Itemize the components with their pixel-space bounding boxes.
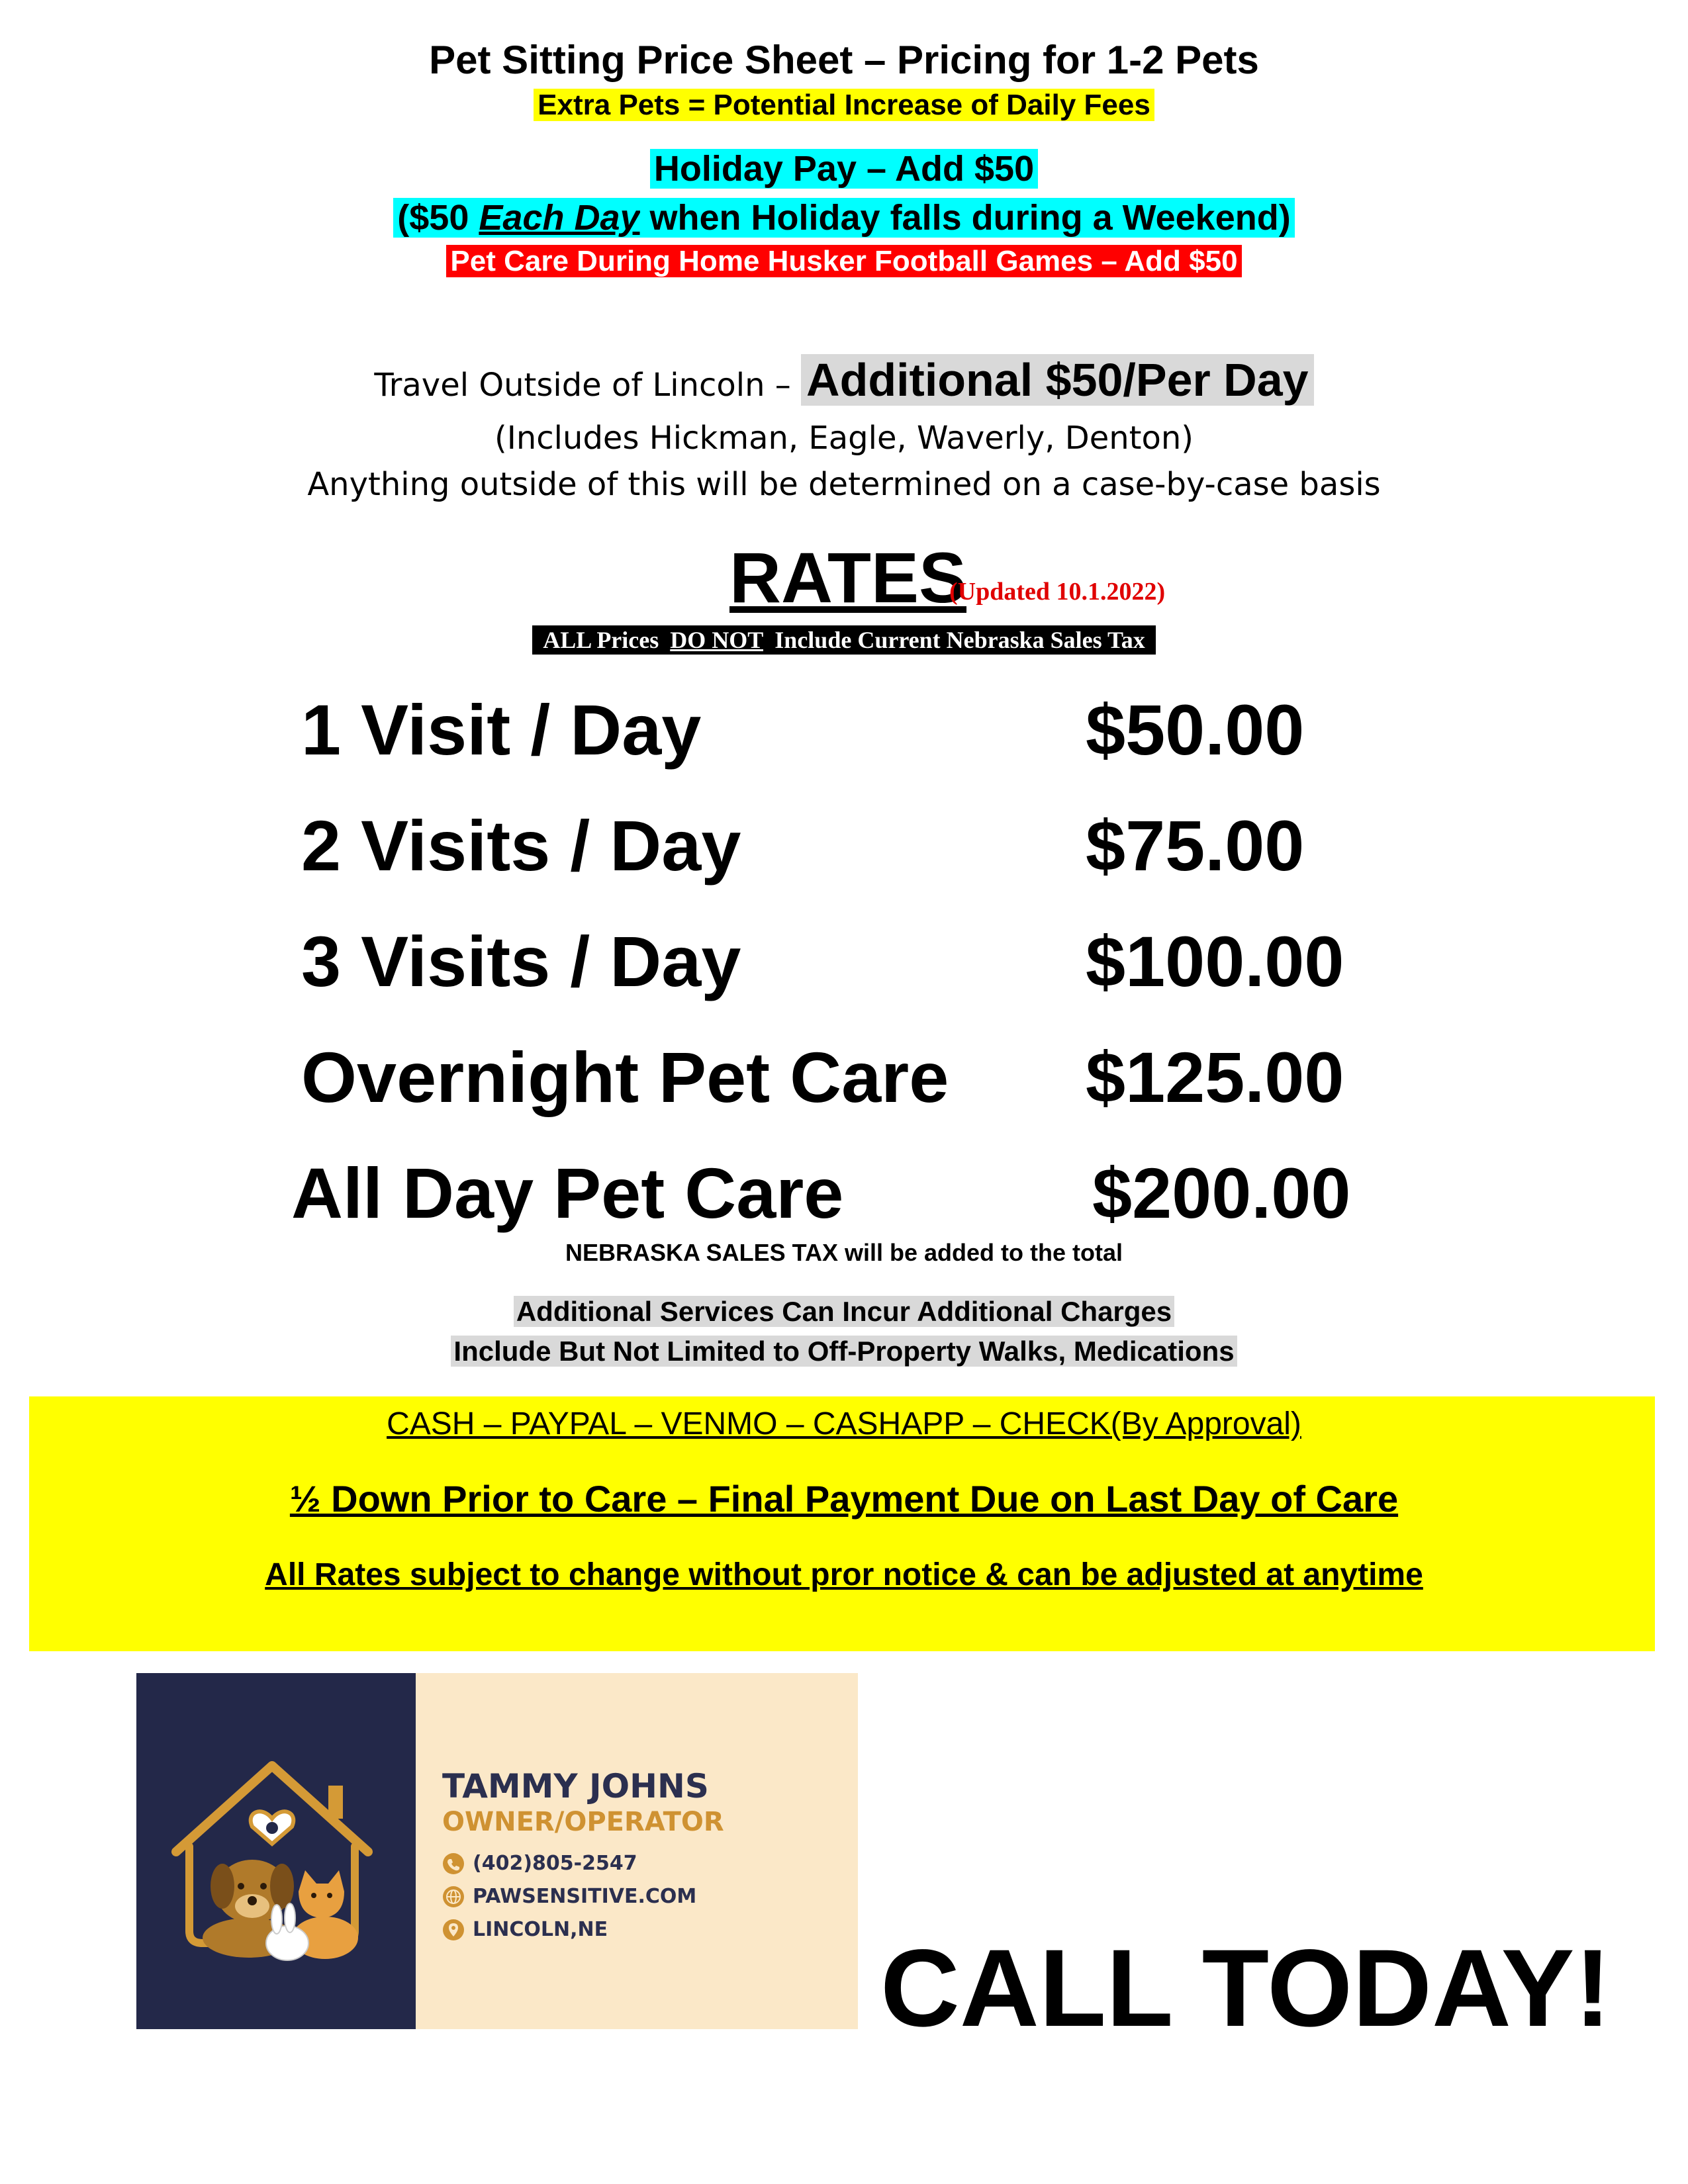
extra-pets-note: [0, 89, 1688, 122]
nebraska-sales-tax-note: NEBRASKA SALES TAX will be added to the total: [565, 1239, 1123, 1266]
payment-methods: CASH – PAYPAL – VENMO – CASHAPP – CHECK(By Approval): [387, 1406, 1301, 1441]
rate-label-1-visit: 1 Visit / Day: [301, 690, 702, 770]
card-location: [442, 1918, 608, 1941]
additional-services-list: [0, 1336, 1688, 1367]
phone-icon: [442, 1852, 465, 1875]
rates-change-notice: All Rates subject to change without pror notice & can be adjusted at anytime: [265, 1557, 1423, 1592]
travel-case-by-case: Anything outside of this will be determined on a case-by-case basis: [307, 466, 1381, 503]
rate-label-overnight: Overnight Pet Care: [301, 1037, 949, 1117]
rate-label-all-day: All Day Pet Care: [291, 1153, 844, 1233]
rate-price-3-visits: $100.00: [1086, 921, 1344, 1001]
rates-updated-date: (Updated 10.1.2022): [949, 578, 1166, 606]
husker-games-note: [0, 245, 1688, 278]
travel-prefix: Travel Outside of Lincoln –: [374, 367, 802, 404]
business-card: [136, 1673, 858, 2029]
holiday-pay-note: [0, 148, 1688, 189]
rate-label-3-visits: 3 Visits / Day: [301, 921, 741, 1001]
weekend-holiday-text: [393, 198, 1294, 238]
weekend-suffix: when Holiday falls during a Weekend): [639, 198, 1291, 238]
weekend-emphasis: Each Day: [479, 198, 640, 238]
tax-suffix: Include Current Nebraska Sales Tax: [763, 625, 1150, 655]
pet-house-logo-icon: [136, 1673, 416, 2029]
additional-charges-note: [0, 1296, 1688, 1328]
weekend-holiday-note: [0, 197, 1688, 238]
holiday-pay-text: Holiday Pay – Add $50: [650, 149, 1038, 189]
sales-tax-disclaimer: [0, 626, 1688, 654]
card-website: [442, 1885, 696, 1908]
card-logo-panel: [136, 1673, 416, 2029]
extra-pets-text: Extra Pets = Potential Increase of Daily Fees: [534, 89, 1154, 121]
rate-price-2-visits: $75.00: [1086, 805, 1305, 886]
call-to-action: CALL TODAY!: [880, 1927, 1611, 2050]
weekend-prefix: ($50: [397, 198, 479, 238]
travel-amount: Additional $50/Per Day: [801, 354, 1314, 406]
husker-games-text: Pet Care During Home Husker Football Games – Add $50: [446, 245, 1241, 277]
website-url: PAWSENSITIVE.COM: [473, 1885, 697, 1908]
card-info-panel: [416, 1673, 858, 2029]
location-text: LINCOLN,NE: [473, 1918, 608, 1941]
rate-label-2-visits: 2 Visits / Day: [301, 805, 741, 886]
rate-price-1-visit: $50.00: [1086, 690, 1305, 770]
owner-name: TAMMY JOHNS: [442, 1767, 709, 1805]
additional-charges-text: Additional Services Can Incur Additional Charges: [514, 1296, 1174, 1327]
globe-icon: [442, 1886, 465, 1908]
phone-number: (402)805-2547: [473, 1852, 637, 1875]
rate-price-all-day: $200.00: [1092, 1153, 1351, 1233]
payment-terms: ½ Down Prior to Care – Final Payment Due on Last Day of Care: [289, 1478, 1399, 1520]
owner-role: OWNER/OPERATOR: [442, 1807, 724, 1837]
card-phone: [442, 1852, 637, 1875]
tax-prefix: ALL Prices: [538, 625, 670, 655]
additional-services-text: Include But Not Limited to Off-Property Walks, Medications: [451, 1336, 1237, 1367]
location-pin-icon: [442, 1919, 465, 1941]
travel-fee: [0, 353, 1688, 406]
rates-heading: RATES: [729, 537, 967, 617]
rate-price-overnight: $125.00: [1086, 1037, 1344, 1117]
page-title: Pet Sitting Price Sheet – Pricing for 1-2 Pets: [429, 38, 1259, 82]
sales-tax-disclaimer-text: [532, 625, 1155, 655]
tax-emphasis: DO NOT: [670, 627, 764, 653]
travel-includes: (Includes Hickman, Eagle, Waverly, Denton): [494, 420, 1194, 457]
